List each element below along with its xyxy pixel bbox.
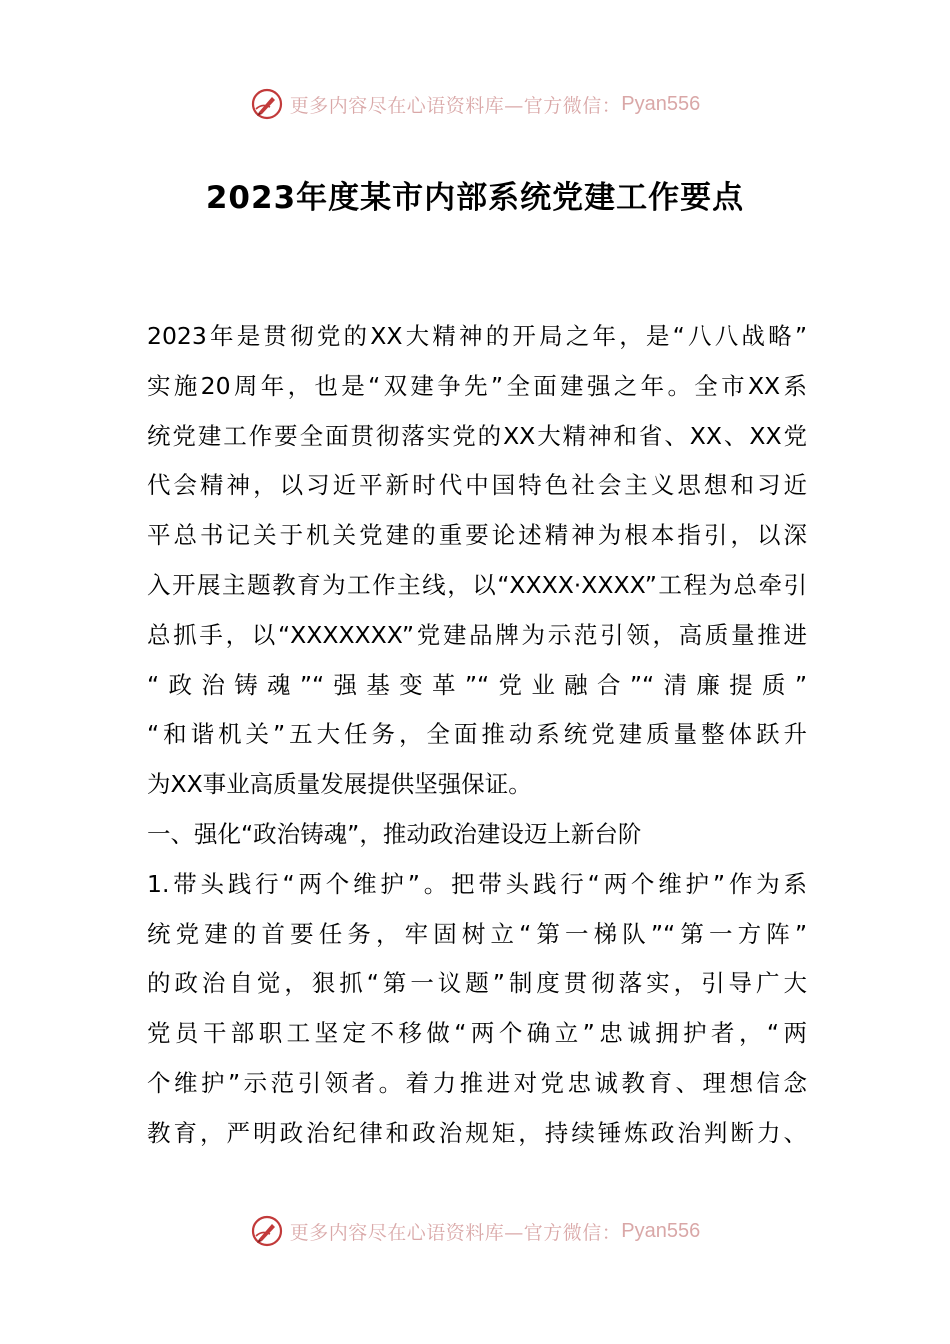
body-line: 2023年是贯彻党的XX大精神的开局之年，是“八八战略” <box>147 322 807 350</box>
body-line: 的政治自觉，狠抓“第一议题”制度贯彻落实，引导广大 <box>147 969 807 998</box>
body-line: 教育，严明政治纪律和政治规矩，持续锤炼政治判断力、 <box>147 1118 807 1147</box>
document-title: 2023年度某市内部系统党建工作要点 <box>205 180 745 216</box>
watermark-text: 更多内容尽在心语资料库—官方微信： <box>289 1221 622 1244</box>
body-line: 总抓手，以“XXXXXXX”党建品牌为示范引领，高质量推进 <box>147 620 807 649</box>
document-body <box>147 312 807 1159</box>
body-line: 个维护”示范引领者。着力推进对党忠诚教育、理想信念 <box>147 1068 807 1097</box>
pen-logo-icon <box>250 87 284 121</box>
body-line: 为XX事业高质量发展提供坚强保证。 <box>147 770 532 799</box>
body-line: “和谐机关”五大任务，全面推动系统党建质量整体跃升 <box>147 720 807 749</box>
body-line: “政治铸魂”“强基变革”“党业融合”“清廉提质” <box>147 670 807 699</box>
footer-watermark <box>0 1211 950 1251</box>
pen-logo-icon <box>250 1214 284 1248</box>
section-heading: 一、强化“政治铸魂”，推动政治建设迈上新台阶 <box>147 819 642 848</box>
body-line: 代会精神，以习近平新时代中国特色社会主义思想和习近 <box>147 471 807 500</box>
body-line: 入开展主题教育为工作主线，以“XXXX·XXXX”工程为总牵引 <box>147 570 807 599</box>
watermark-wechat-id: Pyan556 <box>621 92 701 115</box>
header-watermark <box>0 84 950 124</box>
body-line: 1.带头践行“两个维护”。把带头践行“两个维护”作为系 <box>147 869 807 898</box>
watermark-wechat-id: Pyan556 <box>621 1219 701 1242</box>
body-line: 党员干部职工坚定不移做“两个确立”忠诚拥护者，“两 <box>147 1019 807 1048</box>
body-line: 平总书记关于机关党建的重要论述精神为根本指引，以深 <box>147 521 807 550</box>
body-line: 统党建的首要任务，牢固树立“第一梯队”“第一方阵” <box>147 919 807 948</box>
body-line: 实施20周年，也是“双建争先”全面建强之年。全市XX系 <box>147 371 807 400</box>
body-line: 统党建工作要全面贯彻落实党的XX大精神和省、XX、XX党 <box>147 421 807 450</box>
watermark-text: 更多内容尽在心语资料库—官方微信： <box>289 94 622 117</box>
